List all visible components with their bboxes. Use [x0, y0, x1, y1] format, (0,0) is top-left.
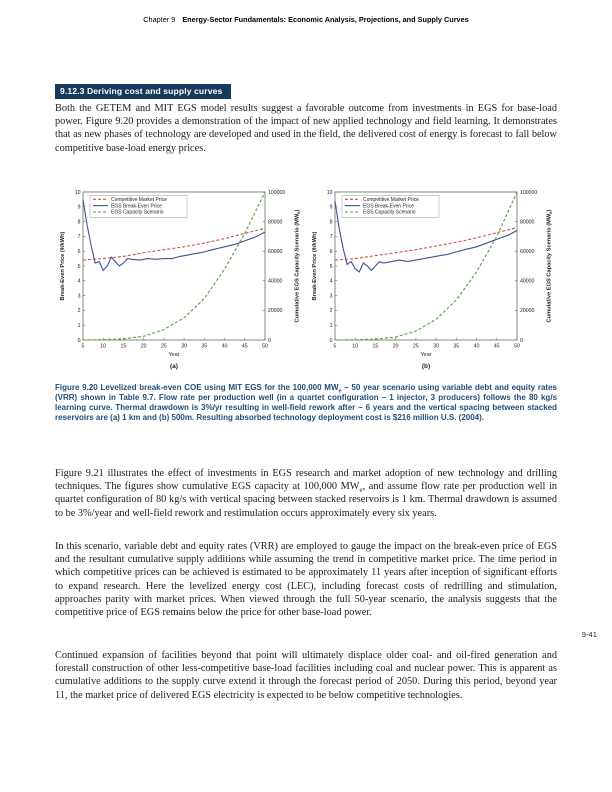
- svg-text:6: 6: [77, 249, 81, 255]
- svg-text:80000: 80000: [268, 219, 283, 226]
- svg-text:20000: 20000: [520, 308, 535, 315]
- svg-text:60000: 60000: [520, 249, 535, 255]
- svg-text:4: 4: [77, 278, 81, 285]
- charts-row: [55, 182, 557, 374]
- svg-text:EGS Capacity Scenario: EGS Capacity Scenario: [363, 209, 416, 216]
- svg-text:45: 45: [493, 343, 500, 350]
- svg-text:7: 7: [329, 234, 333, 241]
- svg-text:8: 8: [329, 219, 333, 226]
- svg-text:20: 20: [140, 343, 147, 350]
- svg-text:0: 0: [268, 337, 271, 344]
- x-axis-label: Year: [168, 352, 180, 358]
- svg-text:35: 35: [201, 343, 208, 350]
- x-axis-label: Year: [420, 352, 432, 358]
- chart-b: [309, 182, 555, 374]
- y-axis-right-label: Cumulative EGS Capacity Scenario $(MW_e)$: [546, 209, 553, 323]
- paragraph-expansion: Continued expansion of facilities beyond that point will ultimately displace older coal- and oil-fired generation and forestall construction of other less-competitive base-load facilities including coal and nuclear power. This is apparent as cumulative additions to the supply curve extend it through the forecast period of 2050. During this period, beyond year 11, the market price of delivered EGS electricity is expected to be below competitive technologies.: [55, 650, 557, 701]
- svg-text:0: 0: [329, 337, 333, 344]
- svg-text:4: 4: [329, 278, 333, 285]
- svg-text:80000: 80000: [520, 219, 535, 226]
- paragraph-fig-9-21: Figure 9.21 illustrates the effect of investments in EGS research and market adoption of new technology and drilling techniques. The figures show cumulative EGS capacity at 100,000 $MW_e$, and assume flow rate per production well in quartet configuration of 80 kg/s with vertical spacing between stacked reservoirs is 1 km. Thermal drawdown is assumed to be 3%/year and well-field rework and restimulation occurs approximately every six years.: [55, 468, 557, 519]
- svg-text:40000: 40000: [520, 278, 535, 285]
- svg-text:20000: 20000: [268, 308, 283, 315]
- y-axis-left-label: Break-Even Price (¢/kWh): [60, 231, 66, 301]
- svg-text:1: 1: [329, 323, 333, 329]
- svg-text:Competitive Market Price: Competitive Market Price: [363, 197, 419, 203]
- svg-text:5: 5: [81, 343, 85, 350]
- svg-text:EGS Break-Even Price: EGS Break-Even Price: [363, 203, 414, 210]
- svg-text:0: 0: [77, 337, 81, 344]
- chapter-label: Chapter 9: [143, 15, 176, 24]
- svg-text:7: 7: [77, 234, 81, 241]
- svg-text:20: 20: [392, 343, 399, 350]
- svg-text:10: 10: [74, 189, 81, 196]
- svg-text:8: 8: [77, 219, 81, 226]
- svg-text:100000: 100000: [520, 189, 538, 196]
- svg-text:3: 3: [329, 293, 333, 300]
- svg-text:Competitive Market Price: Competitive Market Price: [111, 197, 167, 203]
- figure-caption: Figure 9.20 Levelized break-even COE using MIT EGS for the 100,000 $MW_e - 50$ year scenario using variable debt and equity rates (VRR) shown in Table 9.7. Flow rate per production well (in a quartet configuration – 1 injector, 3 producers) follows the 80 kg/s learning curve. Thermal drawdown is 3%/yr resulting in well-field rework after ~ 6 years and the vertical spacing between stacked reservoirs are (a) 1 km and (b) 500m. Resulting absorbed technology deployment cost is $216 million U.S. (2004).: [55, 383, 557, 422]
- svg-text:9: 9: [329, 204, 333, 211]
- chart-sublabel: (a): [170, 363, 178, 370]
- svg-text:40: 40: [221, 343, 228, 350]
- paragraph-scenario: In this scenario, variable debt and equity rates (VRR) are employed to gauge the impact on the break-even price of EGS and the resultant cumulative supply additions while assuming the trend in competitive market price. The time period in which competitive prices can be achieved is estimated to be approximately 11 years after inception of significant efforts to expand research. Here the levelized energy cost (LEC), including forecast costs of redrilling and stimulation, approaches parity with market prices. When viewed through the full 50-year scenario, the analysis suggests that the competitive price of EGS remains below the price for other base-load power.: [55, 541, 557, 619]
- svg-text:30: 30: [433, 343, 439, 350]
- svg-text:35: 35: [453, 343, 460, 350]
- svg-text:5: 5: [329, 263, 333, 270]
- svg-text:5: 5: [77, 263, 81, 270]
- svg-text:EGS Break-Even Price: EGS Break-Even Price: [111, 203, 162, 210]
- legend: [342, 196, 439, 218]
- chart-a: [57, 182, 303, 374]
- svg-text:100000: 100000: [268, 189, 286, 196]
- svg-text:10: 10: [352, 343, 359, 350]
- svg-text:0: 0: [520, 337, 523, 344]
- y-axis-left-label: Break-Even Price (¢/kWh): [312, 231, 318, 301]
- svg-text:5: 5: [333, 343, 337, 350]
- svg-text:25: 25: [413, 343, 419, 350]
- svg-text:50: 50: [262, 343, 268, 350]
- line-chart: [57, 182, 303, 374]
- svg-text:15: 15: [120, 343, 127, 350]
- page-header: [0, 15, 612, 24]
- svg-text:50: 50: [514, 343, 520, 350]
- section-heading-text: 9.12.3 Deriving cost and supply curves: [60, 86, 223, 96]
- svg-text:3: 3: [77, 293, 81, 300]
- legend: [90, 196, 187, 218]
- svg-text:30: 30: [181, 343, 187, 350]
- svg-text:25: 25: [161, 343, 167, 350]
- y-axis-right-label: Cumulative EGS Capacity Scenario $(MW_e)$: [294, 209, 301, 323]
- svg-text:1: 1: [77, 323, 81, 329]
- svg-text:15: 15: [372, 343, 379, 350]
- section-heading: [55, 84, 231, 99]
- chart-sublabel: (b): [421, 363, 431, 370]
- svg-text:EGS Capacity Scenario: EGS Capacity Scenario: [111, 209, 164, 216]
- svg-text:9: 9: [77, 204, 81, 211]
- svg-text:2: 2: [329, 308, 333, 315]
- figure-9-20: [55, 182, 557, 423]
- svg-text:10: 10: [100, 343, 107, 350]
- svg-text:60000: 60000: [268, 249, 283, 255]
- page-number: 9-41: [581, 630, 597, 639]
- svg-text:40000: 40000: [268, 278, 283, 285]
- paragraph-intro: Both the GETEM and MIT EGS model results suggest a favorable outcome from investments in EGS for base-load power. Figure 9.20 provides a demonstration of the impact of new applied technology and field learning. It demonstrates that as new phases of technology are developed and used in the field, the delivered cost of energy is forecast to fall below competitive base-load energy prices.: [55, 103, 557, 154]
- svg-text:2: 2: [77, 308, 81, 315]
- svg-text:40: 40: [473, 343, 480, 350]
- svg-text:10: 10: [326, 189, 333, 196]
- chapter-title: Energy-Sector Fundamentals: Economic Analysis, Projections, and Supply Curves: [182, 15, 469, 24]
- svg-text:6: 6: [329, 249, 333, 255]
- svg-text:45: 45: [241, 343, 248, 350]
- line-chart: [309, 182, 555, 374]
